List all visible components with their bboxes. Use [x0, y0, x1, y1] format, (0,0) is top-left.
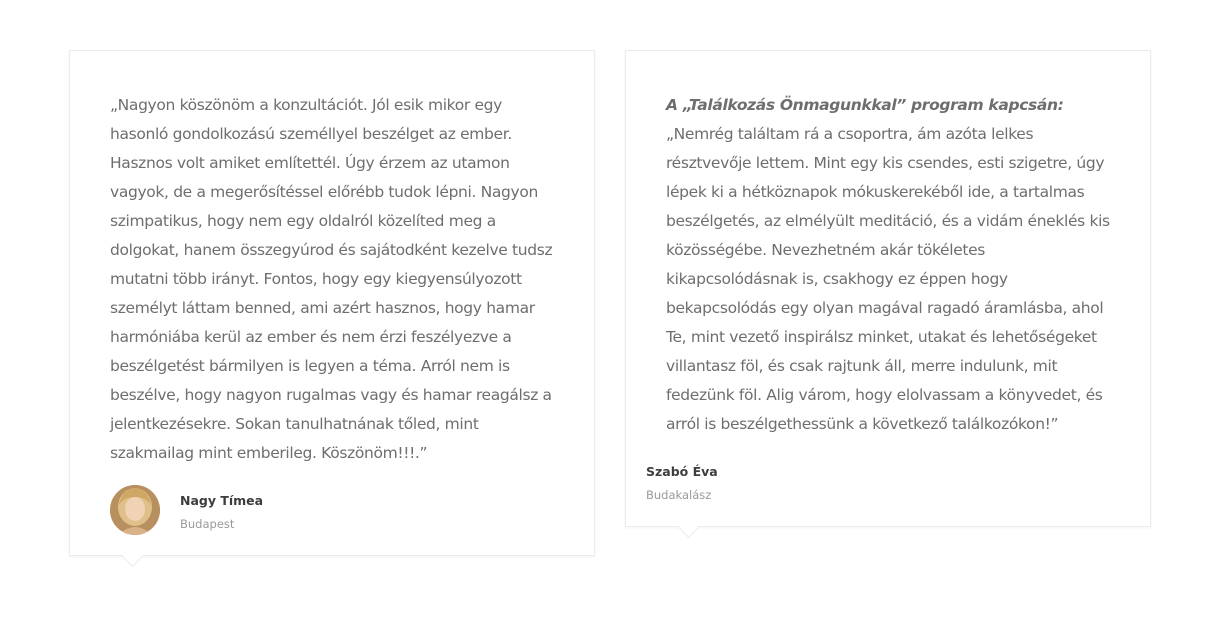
- author-city: Budakalász: [646, 488, 712, 502]
- testimonial-quote: [666, 91, 1114, 439]
- author-city: Budapest: [180, 517, 235, 531]
- avatar: [110, 485, 160, 535]
- person-photo-icon: [110, 485, 160, 535]
- testimonial-card-2: [625, 50, 1151, 527]
- testimonial-card-1: [69, 50, 595, 556]
- author-name: Nagy Tímea: [180, 493, 264, 508]
- testimonial-lead: A „Találkozás Önmagunkkal” program kapcsán:: [666, 96, 1064, 114]
- author-name: Szabó Éva: [646, 464, 718, 479]
- testimonial-text: „Nagyon köszönöm a konzultációt. Jól esik mikor egy hasonló gondolkozású személlyel beszélget az ember. Hasznos volt amiket említettél. Úgy érzem az utamon vagyok, de a megerősítéssel előrébb tudok lépni. Nagyon szimpatikus, hogy nem egy oldalról közelíted meg a dolgokat, hanem összegyúrod és sajátodként kezelve tudsz mutatni több irányt. Fontos, hogy egy kiegyensúlyozott személyt láttam benned, ami azért hasznos, hogy hamar harmóniába kerül az ember és nem érzi feszélyezve a beszélgetést bármilyen is legyen a téma. Arról nem is beszélve, hogy nagyon rugalmas vagy és hamar reagálsz a jelentkezésekre. Sokan tanulhatnának tőled, mint szakmailag mint emberileg. Köszönöm!!!.”: [110, 96, 553, 462]
- testimonial-quote: [110, 91, 558, 468]
- testimonial-text: „Nemrég találtam rá a csoportra, ám azóta lelkes résztvevője lettem. Mint egy kis csendes, esti szigetre, úgy lépek ki a hétköznapok mókuskerekéből ide, a tartalmas beszélgetés, az elmélyült meditáció, és a vidám éneklés kis közösségébe. Nevezhetném akár tökéletes kikapcsolódásnak is, csakhogy ez éppen hogy bekapcsolódás egy olyan magával ragadó áramlásba, ahol Te, mint vezető inspirálsz minket, utakat és lehetőségeket villantasz föl, és csak rajtunk áll, merre indulunk, mit fedezünk föl. Alig várom, hogy elolvassam a könyvedet, és arról is beszélgethessünk a következő találkozókon!”: [666, 125, 1110, 433]
